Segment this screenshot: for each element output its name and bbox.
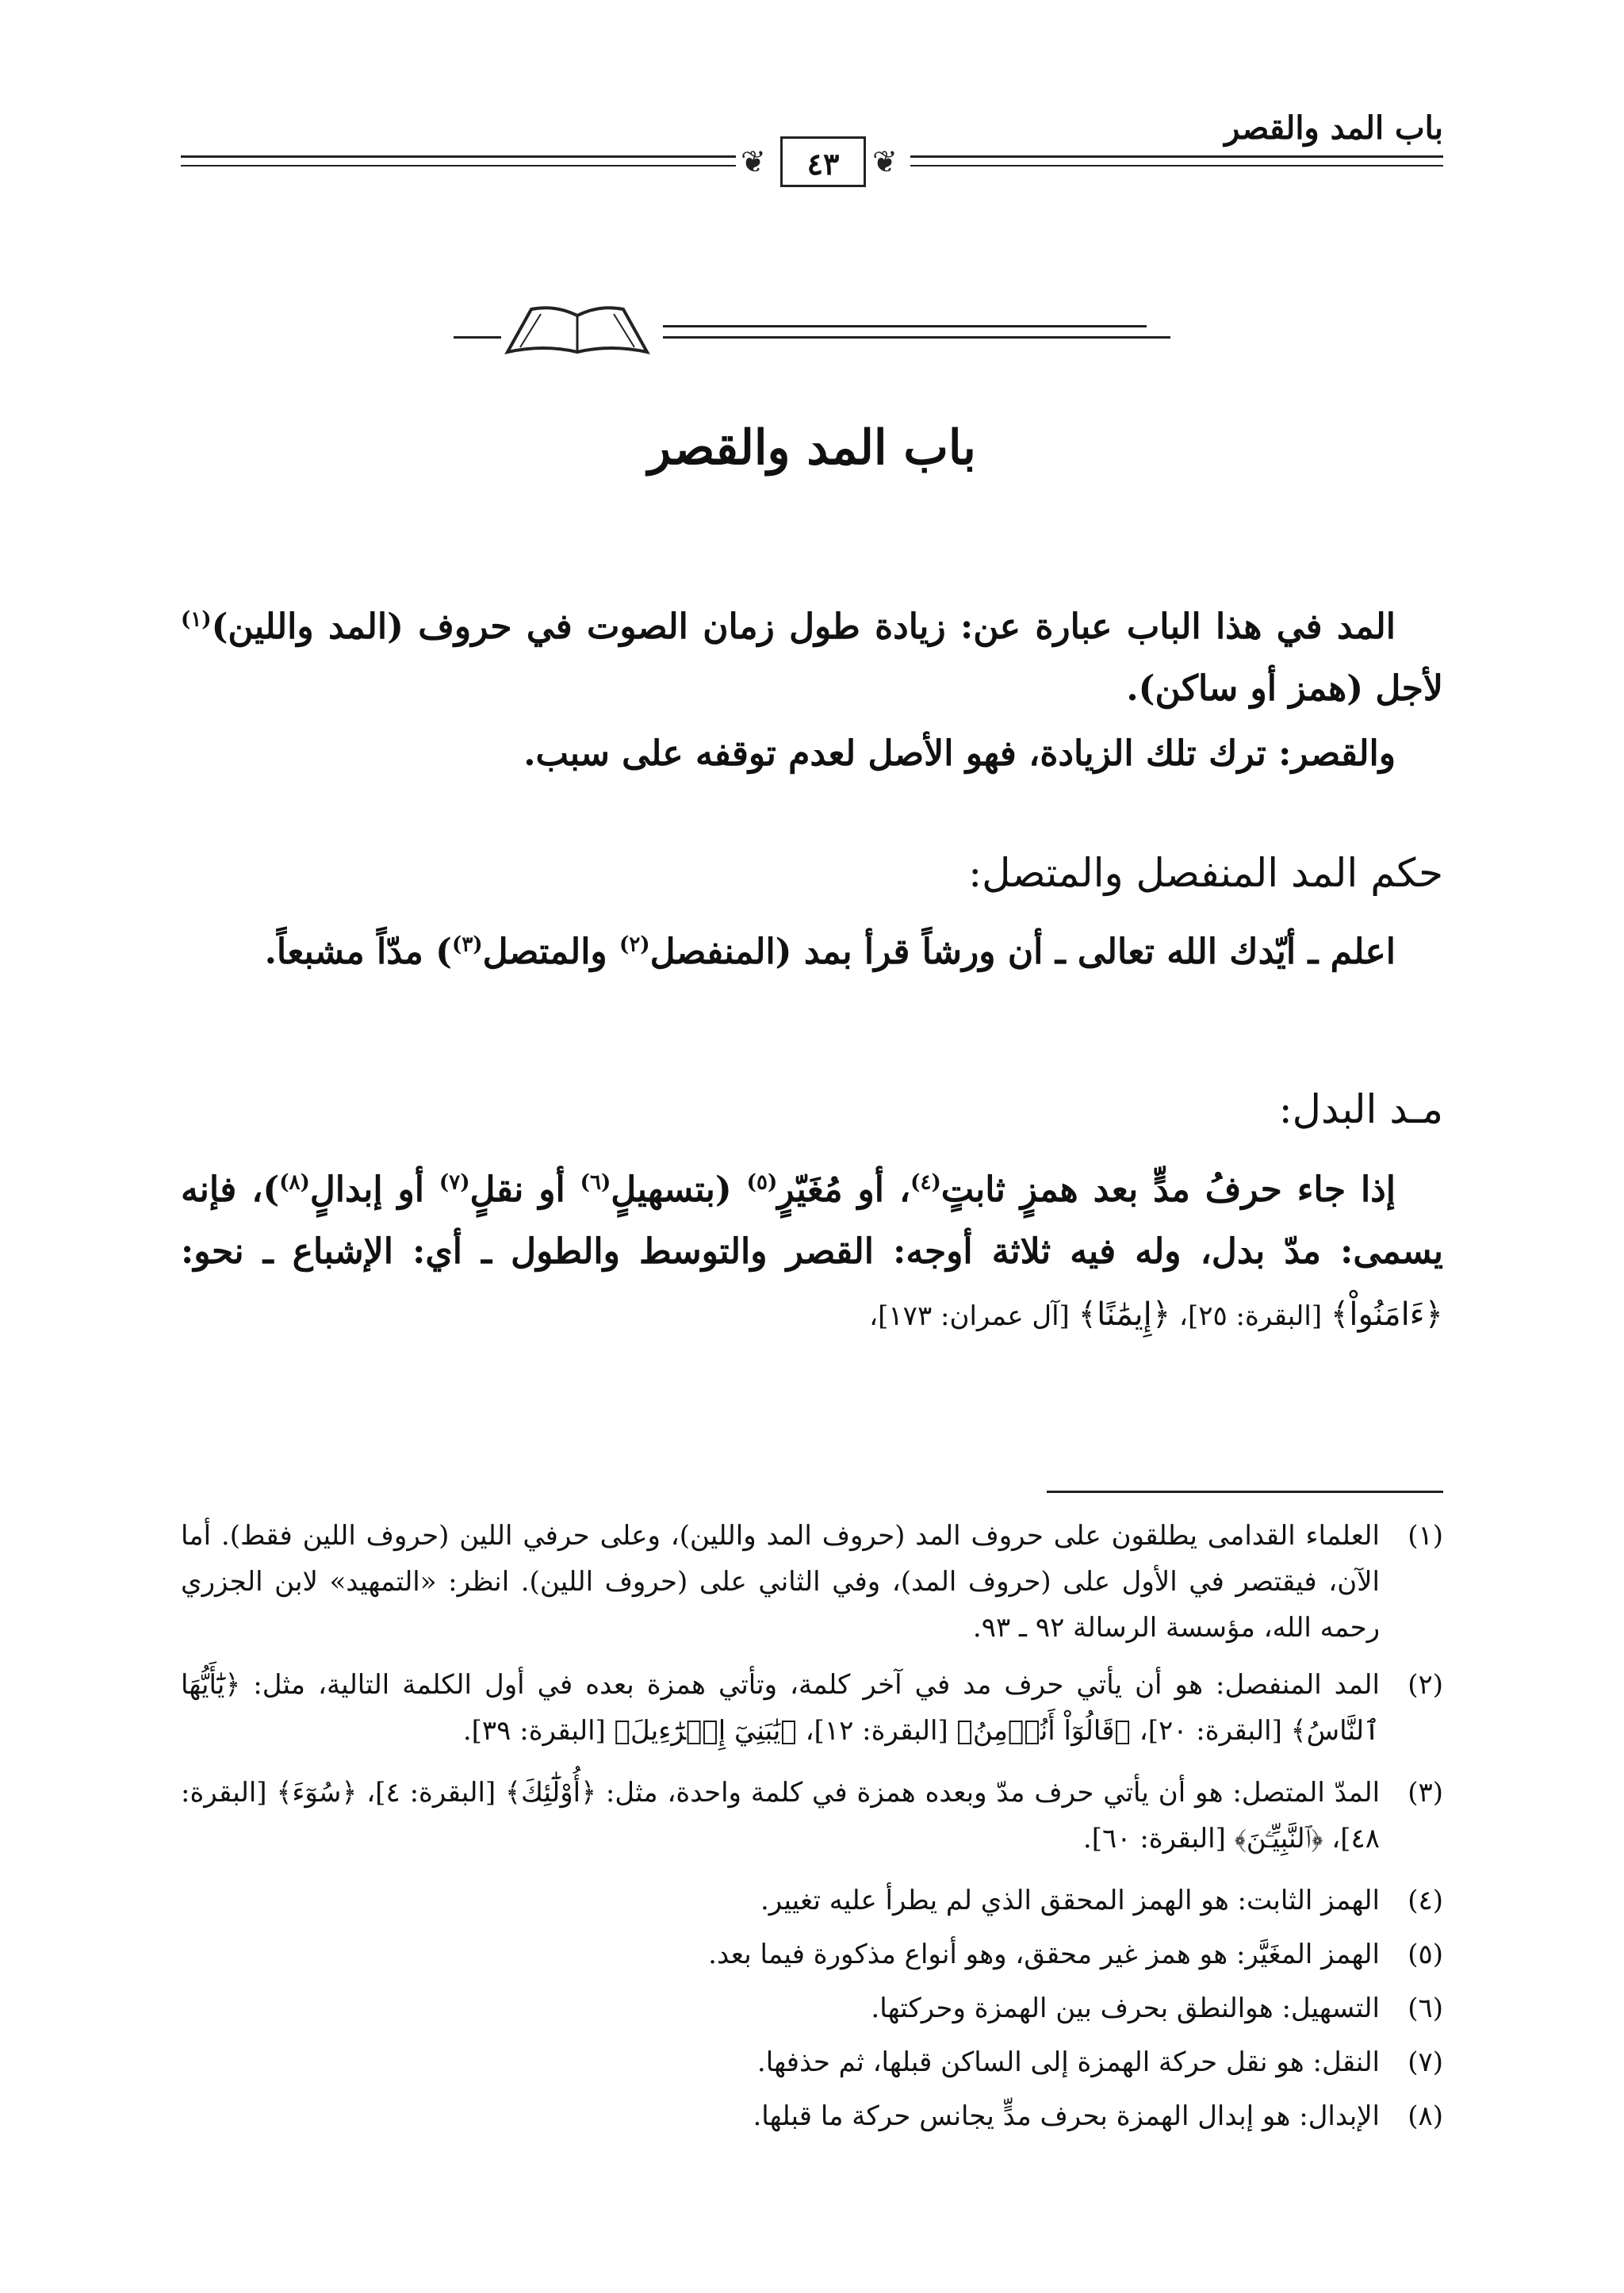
footnote-text: الهمز المغَيَّر: هو همز غير محقق، وهو أنواع مذكورة فيما بعد. (708, 1939, 1380, 1970)
footnote-number: (٥) (1408, 1939, 1443, 1970)
footnote (181, 1513, 1443, 1651)
footnote-separator (1047, 1491, 1443, 1493)
section-heading-badal: مـد البدل: (1278, 1086, 1443, 1132)
footnote-text: المد المنفصل: هو أن يأتي حرف مد في آخر كلمة، وتأتي همزة بعده في أول الكلمة التالية، مثل: ﴿يَٰٓأَيُّهَا ٱلنَّاسُ﴾ [البقرة: ٢٠]، ﴿قَالُوٓاْ أَنُؤۡمِنُ﴾ [البقرة: ١٢]، ﴿يَٰبَنِيٓ إِسۡرَٰٓءِيلَ﴾ [البقرة: ٣٩]. (181, 1669, 1380, 1747)
open-book-icon (492, 301, 666, 357)
footnote (181, 2093, 1443, 2139)
footnote-ref-1[interactable]: (١) (181, 607, 212, 632)
footnote-ref-6[interactable]: (٦) (580, 1170, 611, 1195)
footnote-number: (٦) (1408, 1992, 1443, 2024)
footnote-text: الإبدال: هو إبدال الهمزة بحرف مدٍّ يجانس حركة ما قبلها. (753, 2100, 1380, 2132)
paragraph-warsh-rule: اعلم ـ أيّدك الله تعالى ـ أن ورشاً قرأ بمد (المنفصل$^{(٢)}$ والمتصل$^{(٣)}$) مدّاً مشبعاً. (264, 932, 1396, 972)
footnote-text: النقل: هو نقل حركة الهمزة إلى الساكن قبلها، ثم حذفها. (756, 2046, 1380, 2078)
footnote-number: (٤) (1408, 1885, 1443, 1916)
flourish-left-icon: ❦ (741, 144, 766, 179)
footnote-text: الهمز الثابت: هو الهمز المحقق الذي لم يطرأ عليه تغيير. (760, 1885, 1380, 1916)
flourish-right-icon: ❦ (872, 144, 898, 179)
ornament-rule-right-top (663, 325, 1147, 327)
footnote-ref-4[interactable]: (٤) (910, 1170, 941, 1195)
quran-reference: [البقرة: ٢٥]، (1170, 1300, 1331, 1332)
footnote-ref-3[interactable]: (٣) (452, 932, 483, 957)
footnote-number: (٨) (1408, 2100, 1443, 2132)
running-header-title: باب المد والقصر (1224, 109, 1443, 147)
footnote-ref-5[interactable]: (٥) (746, 1170, 778, 1195)
footnote-ref-2[interactable]: (٢) (619, 932, 650, 957)
footnote-text: المدّ المتصل: هو أن يأتي حرف مدّ وبعده همزة في كلمة واحدة، مثل: ﴿أُوْلَٰٓئِكَ﴾ [البقرة: ٤]، ﴿سُوٓءَ﴾ [البقرة: ٤٨]، ﴿ٱلنَّبِيِّـۧنَ﴾ [البقرة: ٦٠]. (181, 1777, 1381, 1855)
footnote-ref-7[interactable]: (٧) (439, 1170, 470, 1195)
page-number: ٤٣ (780, 136, 866, 187)
footnote (181, 2039, 1443, 2085)
footnote (181, 1931, 1443, 1977)
footnote-ref-8[interactable]: (٨) (279, 1170, 310, 1195)
paragraph-badal: إذا جاء حرفُ مدٍّ بعد همزٍ ثابتٍ$^{(٤)}$، أو مُغَيّرٍ$^{(٥)}$ (بتسهيلٍ$^{(٦)}$ أو نقلٍ$^{(٧)}$ أو إبدالٍ$^{(٨)}$)، فإنه يسمى: مدّ بدل، وله فيه ثلاثة أوجه: القصر والتوسط والطول ـ أي: الإشباع ـ نحو: ﴿ءَامَنُواْ﴾ [البقرة: ٢٥]، ﴿إِيمَٰنًا﴾ [آل عمران: ١٧٣]، (181, 1169, 1443, 1333)
header-rule-left-top (181, 155, 736, 158)
footnote-text: التسهيل: هوالنطق بحرف بين الهمزة وحركتها. (871, 1992, 1380, 2024)
footnote (181, 1770, 1443, 1862)
quran-reference: [آل عمران: ١٧٣]، (869, 1300, 1078, 1332)
header-rule-left-bottom (181, 165, 736, 167)
section-heading-munfasil-muttasil: حكم المد المنفصل والمتصل: (968, 850, 1443, 896)
footnote-number: (٢) (1408, 1669, 1443, 1701)
footnote (181, 1878, 1443, 1924)
ornament-rule-right-bottom (663, 336, 1170, 339)
quran-quote: ﴿إِيمَٰنًا﴾ (1078, 1296, 1171, 1333)
footnote (181, 1985, 1443, 2031)
footnote-number: (١) (1408, 1520, 1443, 1552)
paragraph-definition-qasr: والقصر: ترك تلك الزيادة، فهو الأصل لعدم توقفه على سبب. (523, 733, 1396, 774)
paragraph-definition-madd: المد في هذا الباب عبارة عن: زيادة طول زمان الصوت في حروف (المد واللين)$^{(١)}$ لأجل (همز أو ساكن). (181, 607, 1443, 709)
header-rule-right-bottom (910, 165, 1443, 167)
chapter-title: باب المد والقصر (648, 420, 976, 476)
footnote-number: (٣) (1408, 1777, 1443, 1809)
footnote (181, 1662, 1443, 1754)
footnote-number: (٧) (1408, 2046, 1443, 2078)
header-rule-right-top (910, 155, 1443, 158)
footnote-text: العلماء القدامى يطلقون على حروف المد (حروف المد واللين)، وعلى حرفي اللين (حروف اللين فقط). أما الآن، فيقتصر في الأول على (حروف المد)، وفي الثاني على (حروف اللين). انظر: «التمهيد» لابن الجزري رحمه الله، مؤسسة الرسالة ٩٢ ـ ٩٣. (181, 1520, 1380, 1644)
quran-quote: ﴿ءَامَنُواْ﴾ (1330, 1296, 1443, 1333)
